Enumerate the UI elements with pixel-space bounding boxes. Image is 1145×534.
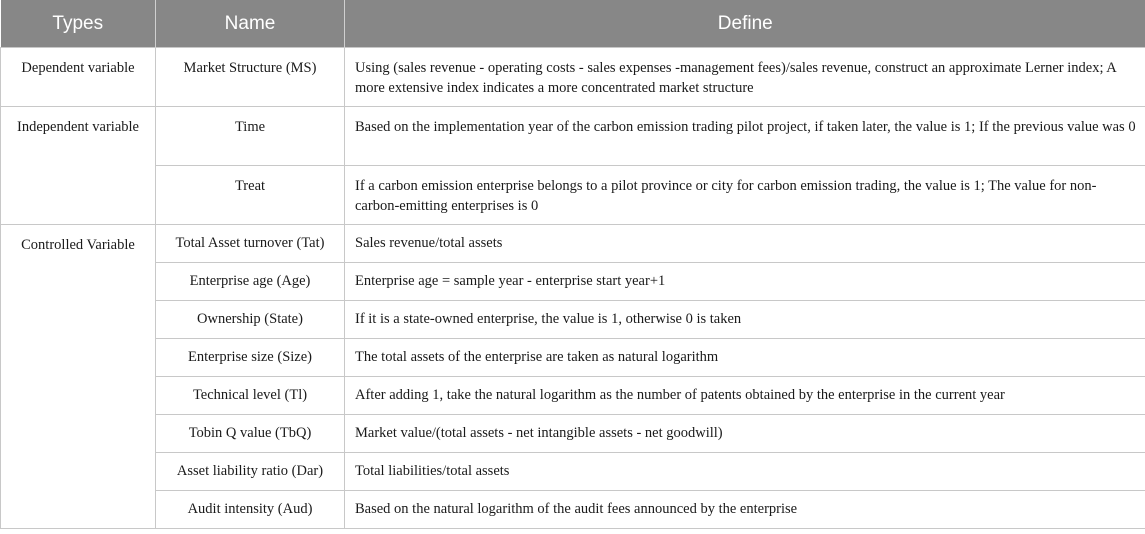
table-row xyxy=(1,225,1145,263)
table-row xyxy=(1,263,1145,301)
header-define: Define xyxy=(345,0,1145,48)
variable-definition: Market value/(total assets - net intangible assets - net goodwill) xyxy=(345,415,1145,453)
table-row xyxy=(1,415,1145,453)
variable-definition: The total assets of the enterprise are taken as natural logarithm xyxy=(345,339,1145,377)
variable-definition: Total liabilities/total assets xyxy=(345,453,1145,491)
variable-definition: Based on the natural logarithm of the audit fees announced by the enterprise xyxy=(345,491,1145,529)
header-name: Name xyxy=(156,0,345,48)
variable-definition: Using (sales revenue - operating costs - sales expenses -management fees)/sales revenue, construct an approximate Lerner index; A more extensive index indicates a more concentrated market structure xyxy=(345,48,1145,107)
group-controlled: Controlled Variable xyxy=(1,225,156,529)
variable-name: Asset liability ratio (Dar) xyxy=(156,453,345,491)
table-row xyxy=(1,301,1145,339)
variable-name: Treat xyxy=(156,166,345,225)
variable-definition: Sales revenue/total assets xyxy=(345,225,1145,263)
table-row xyxy=(1,166,1145,225)
variable-name: Market Structure (MS) xyxy=(156,48,345,107)
table-row xyxy=(1,339,1145,377)
variable-definition: If a carbon emission enterprise belongs to a pilot province or city for carbon emission trading, the value is 1; The value for non-carbon-emitting enterprises is 0 xyxy=(345,166,1145,225)
table-row xyxy=(1,107,1145,166)
variable-definition: After adding 1, take the natural logarithm as the number of patents obtained by the enterprise in the current year xyxy=(345,377,1145,415)
table-row xyxy=(1,453,1145,491)
table-row xyxy=(1,48,1145,107)
header-types: Types xyxy=(1,0,156,48)
group-independent: Independent variable xyxy=(1,107,156,225)
table-row xyxy=(1,491,1145,529)
variable-name: Audit intensity (Aud) xyxy=(156,491,345,529)
variable-name: Technical level (Tl) xyxy=(156,377,345,415)
variable-name: Total Asset turnover (Tat) xyxy=(156,225,345,263)
variable-name: Tobin Q value (TbQ) xyxy=(156,415,345,453)
variable-definition: Enterprise age = sample year - enterprise start year+1 xyxy=(345,263,1145,301)
variable-name: Time xyxy=(156,107,345,166)
variable-definition: If it is a state-owned enterprise, the value is 1, otherwise 0 is taken xyxy=(345,301,1145,339)
variable-definition: Based on the implementation year of the carbon emission trading pilot project, if taken later, the value is 1; If the previous value was 0 xyxy=(345,107,1145,166)
table-row xyxy=(1,377,1145,415)
variable-name: Enterprise age (Age) xyxy=(156,263,345,301)
group-dependent: Dependent variable xyxy=(1,48,156,107)
variable-name: Enterprise size (Size) xyxy=(156,339,345,377)
header-row xyxy=(1,0,1145,48)
variable-name: Ownership (State) xyxy=(156,301,345,339)
